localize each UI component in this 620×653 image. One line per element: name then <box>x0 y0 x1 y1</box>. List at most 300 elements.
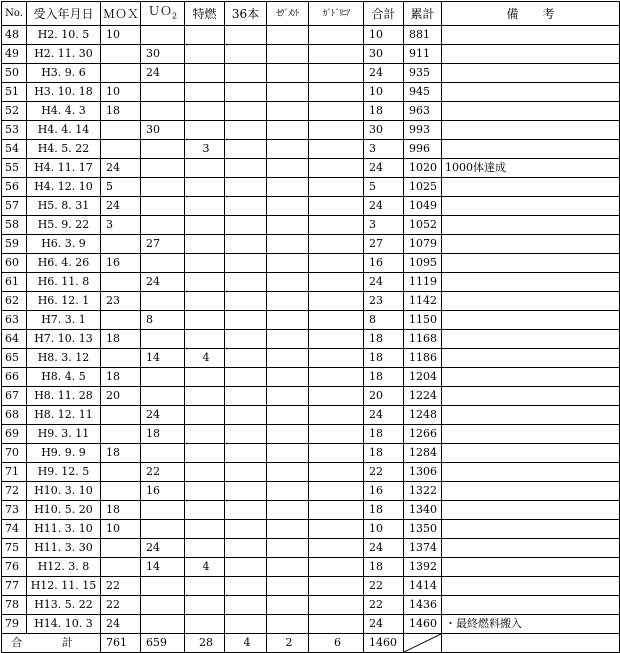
row-remarks <box>442 463 620 482</box>
row-gadolinia <box>309 558 364 577</box>
row-remarks <box>442 178 620 197</box>
row-mox: 16 <box>101 254 141 273</box>
table-row <box>2 273 620 292</box>
row-no: 73 <box>2 501 27 520</box>
row-remarks <box>442 26 620 45</box>
row-36 <box>225 254 267 273</box>
row-remarks <box>442 539 620 558</box>
row-remarks <box>442 197 620 216</box>
row-mox: 24 <box>101 615 141 634</box>
row-remarks <box>442 254 620 273</box>
row-mox <box>101 406 141 425</box>
row-36 <box>225 539 267 558</box>
row-uo2: 16 <box>141 482 185 501</box>
row-no: 50 <box>2 64 27 83</box>
row-segment <box>267 254 309 273</box>
row-date: H4. 4. 3 <box>27 102 101 121</box>
row-mox <box>101 349 141 368</box>
row-uo2 <box>141 501 185 520</box>
row-36 <box>225 425 267 444</box>
row-remarks <box>442 216 620 235</box>
row-mox: 18 <box>101 102 141 121</box>
row-gadolinia <box>309 121 364 140</box>
row-no: 58 <box>2 216 27 235</box>
row-remarks <box>442 311 620 330</box>
row-date: H8. 11. 28 <box>27 387 101 406</box>
row-uo2: 24 <box>141 539 185 558</box>
table-row <box>2 178 620 197</box>
row-remarks <box>442 444 620 463</box>
row-special <box>185 615 225 634</box>
row-no: 66 <box>2 368 27 387</box>
totals-row <box>2 634 620 653</box>
header-subtotal: 合計 <box>364 2 404 26</box>
row-special <box>185 368 225 387</box>
total-subtotal: 1460 <box>364 634 404 653</box>
row-subtotal: 20 <box>364 387 404 406</box>
row-uo2: 14 <box>141 558 185 577</box>
row-special <box>185 311 225 330</box>
row-gadolinia <box>309 482 364 501</box>
row-36 <box>225 368 267 387</box>
row-subtotal: 10 <box>364 83 404 102</box>
total-36: 4 <box>225 634 267 653</box>
row-subtotal: 18 <box>364 102 404 121</box>
row-uo2 <box>141 178 185 197</box>
row-cumulative: 1224 <box>404 387 442 406</box>
table-row <box>2 235 620 254</box>
row-date: H7. 3. 1 <box>27 311 101 330</box>
row-subtotal: 18 <box>364 501 404 520</box>
row-date: H4. 4. 14 <box>27 121 101 140</box>
row-gadolinia <box>309 368 364 387</box>
row-gadolinia <box>309 140 364 159</box>
row-uo2: 14 <box>141 349 185 368</box>
row-remarks: 1000体達成 <box>442 159 620 178</box>
total-special: 28 <box>185 634 225 653</box>
row-no: 63 <box>2 311 27 330</box>
row-remarks <box>442 140 620 159</box>
row-cumulative: 1436 <box>404 596 442 615</box>
header-row <box>2 2 620 26</box>
table-body <box>2 26 620 634</box>
row-no: 49 <box>2 45 27 64</box>
row-gadolinia <box>309 292 364 311</box>
row-subtotal: 18 <box>364 444 404 463</box>
row-special: 4 <box>185 558 225 577</box>
row-mox: 23 <box>101 292 141 311</box>
row-gadolinia <box>309 330 364 349</box>
row-subtotal: 24 <box>364 615 404 634</box>
row-date: H10. 5. 20 <box>27 501 101 520</box>
row-mox: 18 <box>101 501 141 520</box>
row-segment <box>267 425 309 444</box>
row-date: H2. 11. 30 <box>27 45 101 64</box>
header-date: 受入年月日 <box>27 2 101 26</box>
row-no: 56 <box>2 178 27 197</box>
row-no: 67 <box>2 387 27 406</box>
table-row <box>2 463 620 482</box>
row-mox <box>101 425 141 444</box>
row-subtotal: 24 <box>364 159 404 178</box>
row-remarks <box>442 64 620 83</box>
header-uo2-text: ＵＯ <box>147 4 172 18</box>
row-no: 68 <box>2 406 27 425</box>
row-gadolinia <box>309 539 364 558</box>
row-cumulative: 881 <box>404 26 442 45</box>
row-cumulative: 1095 <box>404 254 442 273</box>
row-gadolinia <box>309 387 364 406</box>
row-segment <box>267 140 309 159</box>
row-segment <box>267 216 309 235</box>
table-row <box>2 140 620 159</box>
row-36 <box>225 197 267 216</box>
table-row <box>2 64 620 83</box>
row-segment <box>267 463 309 482</box>
header-no: No. <box>2 2 27 26</box>
row-36 <box>225 558 267 577</box>
row-no: 64 <box>2 330 27 349</box>
row-subtotal: 24 <box>364 273 404 292</box>
row-gadolinia <box>309 216 364 235</box>
row-36 <box>225 45 267 64</box>
header-uo2-sub: 2 <box>171 11 178 21</box>
row-cumulative: 996 <box>404 140 442 159</box>
header-uo2 <box>141 2 185 26</box>
row-date: H6. 3. 9 <box>27 235 101 254</box>
row-segment <box>267 102 309 121</box>
row-36 <box>225 406 267 425</box>
row-special <box>185 425 225 444</box>
row-segment <box>267 577 309 596</box>
row-gadolinia <box>309 45 364 64</box>
row-segment <box>267 330 309 349</box>
table-row <box>2 254 620 273</box>
row-cumulative: 1374 <box>404 539 442 558</box>
row-special <box>185 197 225 216</box>
table-row <box>2 330 620 349</box>
row-special <box>185 45 225 64</box>
row-cumulative: 1414 <box>404 577 442 596</box>
row-mox <box>101 463 141 482</box>
row-date: H9. 3. 11 <box>27 425 101 444</box>
row-mox <box>101 64 141 83</box>
row-remarks <box>442 330 620 349</box>
row-segment <box>267 178 309 197</box>
row-mox: 22 <box>101 596 141 615</box>
table-row <box>2 577 620 596</box>
row-36 <box>225 444 267 463</box>
row-segment <box>267 349 309 368</box>
row-mox <box>101 45 141 64</box>
row-no: 72 <box>2 482 27 501</box>
row-segment <box>267 444 309 463</box>
table-row <box>2 102 620 121</box>
row-subtotal: 3 <box>364 216 404 235</box>
row-segment <box>267 159 309 178</box>
row-special <box>185 596 225 615</box>
table-row <box>2 520 620 539</box>
row-no: 60 <box>2 254 27 273</box>
row-subtotal: 8 <box>364 311 404 330</box>
row-gadolinia <box>309 254 364 273</box>
row-uo2: 30 <box>141 121 185 140</box>
row-36 <box>225 64 267 83</box>
row-special <box>185 406 225 425</box>
row-mox: 10 <box>101 26 141 45</box>
row-36 <box>225 520 267 539</box>
row-subtotal: 22 <box>364 463 404 482</box>
diagonal-line-icon <box>404 634 441 652</box>
row-subtotal: 24 <box>364 406 404 425</box>
row-special <box>185 482 225 501</box>
row-36 <box>225 501 267 520</box>
row-date: H4. 5. 22 <box>27 140 101 159</box>
row-remarks <box>442 121 620 140</box>
row-uo2 <box>141 216 185 235</box>
row-segment <box>267 83 309 102</box>
row-date: H3. 10. 18 <box>27 83 101 102</box>
row-segment <box>267 482 309 501</box>
row-subtotal: 3 <box>364 140 404 159</box>
row-uo2: 8 <box>141 311 185 330</box>
row-segment <box>267 615 309 634</box>
row-36 <box>225 387 267 406</box>
row-mox <box>101 539 141 558</box>
row-date: H8. 4. 5 <box>27 368 101 387</box>
row-date: H7. 10. 13 <box>27 330 101 349</box>
row-date: H9. 9. 9 <box>27 444 101 463</box>
row-remarks: ・最終燃料搬入 <box>442 615 620 634</box>
row-special <box>185 387 225 406</box>
row-gadolinia <box>309 577 364 596</box>
fuel-receipt-table <box>1 1 620 653</box>
header-36: 36本 <box>225 2 267 26</box>
row-remarks <box>442 425 620 444</box>
row-cumulative: 993 <box>404 121 442 140</box>
row-36 <box>225 121 267 140</box>
row-subtotal: 23 <box>364 292 404 311</box>
row-gadolinia <box>309 444 364 463</box>
row-remarks <box>442 406 620 425</box>
row-no: 74 <box>2 520 27 539</box>
row-special <box>185 159 225 178</box>
row-date: H6. 4. 26 <box>27 254 101 273</box>
row-special <box>185 577 225 596</box>
row-gadolinia <box>309 501 364 520</box>
row-uo2 <box>141 444 185 463</box>
row-cumulative: 1150 <box>404 311 442 330</box>
row-36 <box>225 273 267 292</box>
row-uo2 <box>141 140 185 159</box>
row-cumulative: 1350 <box>404 520 442 539</box>
row-subtotal: 18 <box>364 368 404 387</box>
total-mox: 761 <box>101 634 141 653</box>
row-gadolinia <box>309 159 364 178</box>
row-mox: 5 <box>101 178 141 197</box>
row-36 <box>225 596 267 615</box>
row-mox: 18 <box>101 444 141 463</box>
row-no: 71 <box>2 463 27 482</box>
row-uo2 <box>141 615 185 634</box>
row-cumulative: 1266 <box>404 425 442 444</box>
row-segment <box>267 45 309 64</box>
row-special <box>185 26 225 45</box>
row-segment <box>267 292 309 311</box>
table-row <box>2 311 620 330</box>
row-date: H8. 12. 11 <box>27 406 101 425</box>
row-no: 78 <box>2 596 27 615</box>
row-cumulative: 1049 <box>404 197 442 216</box>
row-cumulative: 1119 <box>404 273 442 292</box>
row-special <box>185 273 225 292</box>
row-segment <box>267 406 309 425</box>
row-cumulative: 963 <box>404 102 442 121</box>
total-remarks-blank <box>442 634 620 653</box>
row-uo2: 22 <box>141 463 185 482</box>
row-remarks <box>442 102 620 121</box>
row-gadolinia <box>309 311 364 330</box>
row-remarks <box>442 368 620 387</box>
row-36 <box>225 482 267 501</box>
row-no: 52 <box>2 102 27 121</box>
row-no: 51 <box>2 83 27 102</box>
row-segment <box>267 501 309 520</box>
row-subtotal: 30 <box>364 121 404 140</box>
row-uo2 <box>141 368 185 387</box>
row-uo2 <box>141 102 185 121</box>
row-special <box>185 83 225 102</box>
row-subtotal: 22 <box>364 577 404 596</box>
row-subtotal: 24 <box>364 197 404 216</box>
row-special <box>185 539 225 558</box>
table-row <box>2 292 620 311</box>
row-cumulative: 1052 <box>404 216 442 235</box>
row-segment <box>267 235 309 254</box>
row-no: 65 <box>2 349 27 368</box>
row-no: 76 <box>2 558 27 577</box>
row-no: 70 <box>2 444 27 463</box>
table-row <box>2 197 620 216</box>
row-gadolinia <box>309 463 364 482</box>
row-date: H13. 5. 22 <box>27 596 101 615</box>
row-gadolinia <box>309 235 364 254</box>
row-36 <box>225 615 267 634</box>
row-remarks <box>442 577 620 596</box>
row-uo2: 24 <box>141 64 185 83</box>
row-subtotal: 18 <box>364 349 404 368</box>
row-special <box>185 216 225 235</box>
row-36 <box>225 159 267 178</box>
row-cumulative: 1284 <box>404 444 442 463</box>
row-mox: 3 <box>101 216 141 235</box>
row-remarks <box>442 482 620 501</box>
totals-label: 合 計 <box>2 634 101 653</box>
row-cumulative: 1392 <box>404 558 442 577</box>
row-date: H4. 12. 10 <box>27 178 101 197</box>
row-special <box>185 178 225 197</box>
row-no: 69 <box>2 425 27 444</box>
row-no: 61 <box>2 273 27 292</box>
row-special <box>185 235 225 254</box>
row-no: 54 <box>2 140 27 159</box>
row-36 <box>225 349 267 368</box>
row-cumulative: 1186 <box>404 349 442 368</box>
row-mox <box>101 273 141 292</box>
row-gadolinia <box>309 197 364 216</box>
row-mox <box>101 140 141 159</box>
row-uo2 <box>141 159 185 178</box>
row-segment <box>267 64 309 83</box>
row-date: H10. 3. 10 <box>27 482 101 501</box>
row-subtotal: 18 <box>364 330 404 349</box>
table-row <box>2 596 620 615</box>
header-remarks: 備 考 <box>442 2 620 26</box>
row-cumulative: 1306 <box>404 463 442 482</box>
row-uo2 <box>141 596 185 615</box>
row-date: H12. 11. 15 <box>27 577 101 596</box>
header-cumulative: 累計 <box>404 2 442 26</box>
table-row <box>2 216 620 235</box>
row-date: H6. 11. 8 <box>27 273 101 292</box>
row-date: H6. 12. 1 <box>27 292 101 311</box>
row-cumulative: 945 <box>404 83 442 102</box>
row-36 <box>225 577 267 596</box>
row-subtotal: 5 <box>364 178 404 197</box>
row-mox: 20 <box>101 387 141 406</box>
row-cumulative: 1340 <box>404 501 442 520</box>
row-special: 3 <box>185 140 225 159</box>
row-no: 77 <box>2 577 27 596</box>
total-gadolinia: 6 <box>309 634 364 653</box>
row-uo2: 30 <box>141 45 185 64</box>
row-date: H5. 9. 22 <box>27 216 101 235</box>
total-cumulative-blank <box>404 634 442 653</box>
row-uo2 <box>141 83 185 102</box>
row-gadolinia <box>309 406 364 425</box>
row-mox <box>101 121 141 140</box>
row-segment <box>267 520 309 539</box>
row-remarks <box>442 235 620 254</box>
row-date: H9. 12. 5 <box>27 463 101 482</box>
total-uo2: 659 <box>141 634 185 653</box>
table-row <box>2 387 620 406</box>
row-subtotal: 27 <box>364 235 404 254</box>
row-no: 79 <box>2 615 27 634</box>
row-special: 4 <box>185 349 225 368</box>
row-remarks <box>442 387 620 406</box>
table-row <box>2 159 620 178</box>
row-subtotal: 10 <box>364 26 404 45</box>
row-remarks <box>442 349 620 368</box>
row-segment <box>267 197 309 216</box>
row-date: H3. 9. 6 <box>27 64 101 83</box>
table-row <box>2 121 620 140</box>
row-segment <box>267 558 309 577</box>
row-mox: 24 <box>101 159 141 178</box>
row-uo2 <box>141 254 185 273</box>
row-date: H8. 3. 12 <box>27 349 101 368</box>
row-segment <box>267 387 309 406</box>
row-36 <box>225 178 267 197</box>
table-row <box>2 349 620 368</box>
header-gadolinia: ｶﾞﾄﾞﾘﾆｱ <box>309 2 364 26</box>
row-special <box>185 330 225 349</box>
table-row <box>2 26 620 45</box>
row-subtotal: 24 <box>364 539 404 558</box>
row-uo2 <box>141 197 185 216</box>
header-mox: ＭＯＸ <box>101 2 141 26</box>
